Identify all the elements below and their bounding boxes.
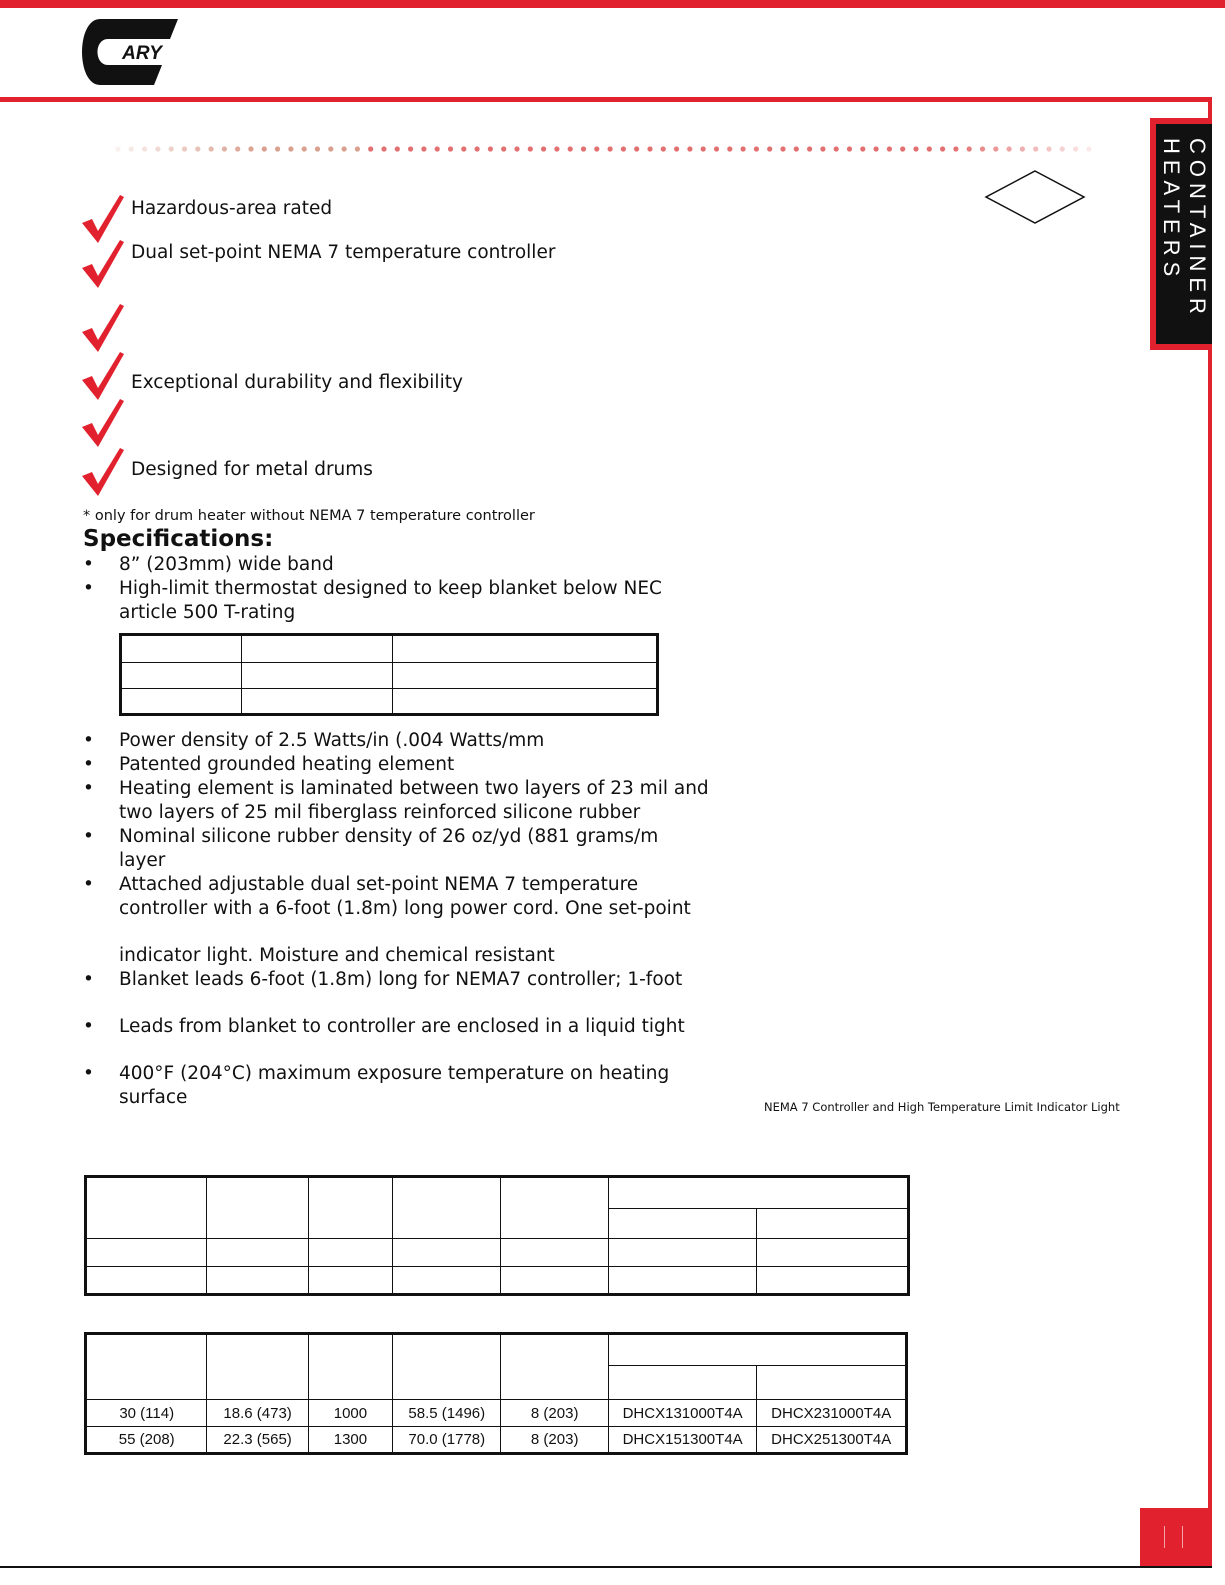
divider-dot <box>887 146 892 151</box>
divider-dot <box>248 146 253 151</box>
table-cell: DHCX251300T4A <box>757 1427 907 1454</box>
table-row <box>86 1427 907 1454</box>
spec-text: two layers of 25 mil fiberglass reinforced silicone rubber <box>119 802 641 823</box>
divider-dot <box>741 146 746 151</box>
table-row <box>121 663 658 689</box>
section-tab-label: CONTAINER HEATERS <box>1159 138 1210 320</box>
divider-dot <box>288 146 293 151</box>
spec-text: article 500 T-rating <box>119 602 296 623</box>
divider-dot <box>767 146 772 151</box>
table-cell: 8 (203) <box>501 1400 608 1427</box>
checkmark-icon <box>80 238 126 290</box>
checkmark-icon <box>80 446 126 498</box>
table-header-cell <box>86 1177 207 1239</box>
table-cell <box>121 663 242 689</box>
divider-dot <box>594 146 599 151</box>
divider-dot <box>1033 146 1038 151</box>
table-cell <box>757 1239 909 1267</box>
divider-dot <box>315 146 320 151</box>
divider-dot <box>568 146 573 151</box>
spec-text: Patented grounded heating element <box>119 754 455 775</box>
table-header-row <box>86 1334 907 1366</box>
table-header-cell <box>393 1334 501 1400</box>
feature-item: Hazardous-area rated <box>131 198 333 219</box>
divider-dot <box>275 146 280 151</box>
divider-dot <box>794 146 799 151</box>
spec-text: 400°F (204°C) maximum exposure temperature on heating <box>119 1063 670 1084</box>
table-cell <box>608 1267 757 1295</box>
page-mark <box>1164 1526 1165 1548</box>
table-row <box>86 1267 909 1295</box>
divider-dot <box>435 146 440 151</box>
table-cell <box>501 1267 608 1295</box>
page-number-box <box>1140 1508 1208 1566</box>
divider-dot <box>195 146 200 151</box>
table-cell <box>608 1239 757 1267</box>
divider-dot <box>621 146 626 151</box>
checkmark-icon <box>80 397 126 449</box>
divider-dot <box>395 146 400 151</box>
divider-dot <box>155 146 160 151</box>
divider-dot <box>714 146 719 151</box>
divider-dot <box>501 146 506 151</box>
divider-dot <box>900 146 905 151</box>
logo-text: ARY <box>122 43 162 64</box>
table-cell <box>393 1267 501 1295</box>
table-cell <box>392 689 658 715</box>
bullet-icon: • <box>83 730 94 751</box>
divider-dot <box>169 146 174 151</box>
divider-dot <box>661 146 666 151</box>
empty-product-table <box>84 1175 910 1296</box>
divider-dot <box>847 146 852 151</box>
divider-dot <box>355 146 360 151</box>
bullet-icon: • <box>83 1016 94 1037</box>
divider-dot <box>634 146 639 151</box>
divider-dot <box>820 146 825 151</box>
divider-dot <box>235 146 240 151</box>
spec-text: indicator light. Moisture and chemical resistant <box>119 945 555 966</box>
divider-dot <box>342 146 347 151</box>
divider-dot <box>328 146 333 151</box>
divider-dot <box>182 146 187 151</box>
table-header-row <box>86 1177 909 1209</box>
divider-dot <box>754 146 759 151</box>
divider-dot <box>408 146 413 151</box>
table-cell <box>392 635 658 663</box>
table-header-cell <box>308 1334 392 1400</box>
table-row <box>121 635 658 663</box>
specifications-heading: Specifications: <box>83 526 274 552</box>
checkmark-icon <box>80 302 126 354</box>
divider-dot <box>1046 146 1051 151</box>
table-header-cell <box>86 1334 207 1400</box>
header-rule <box>0 97 1212 102</box>
footnote: * only for drum heater without NEMA 7 temperature controller <box>83 508 535 524</box>
divider-dot <box>421 146 426 151</box>
feature-item: Designed for metal drums <box>131 459 373 480</box>
bullet-icon: • <box>83 874 94 895</box>
table-header-cell <box>393 1177 501 1239</box>
table-header-cell <box>501 1177 608 1239</box>
table-cell <box>308 1267 392 1295</box>
divider-dot <box>368 146 373 151</box>
spec-text: Power density of 2.5 Watts/in (.004 Watts/mm <box>119 730 545 751</box>
table-header-cell <box>608 1209 757 1239</box>
table-cell <box>241 689 392 715</box>
divider-dot <box>953 146 958 151</box>
section-tab <box>1150 118 1212 350</box>
divider-dot <box>488 146 493 151</box>
section-tab-panel <box>1156 124 1212 344</box>
divider-dot <box>967 146 972 151</box>
table-cell: DHCX151300T4A <box>608 1427 757 1454</box>
divider-dot <box>1060 146 1065 151</box>
divider-dot <box>129 146 134 151</box>
divider-dot <box>115 146 120 151</box>
table-row <box>86 1239 909 1267</box>
divider-dot <box>993 146 998 151</box>
bottom-rule <box>0 1566 1212 1568</box>
divider-dot <box>860 146 865 151</box>
divider-dot <box>475 146 480 151</box>
divider-dot <box>528 146 533 151</box>
spec-text: High-limit thermostat designed to keep blanket below NEC <box>119 578 662 599</box>
table-cell <box>393 1239 501 1267</box>
page-mark <box>1182 1526 1183 1548</box>
feature-item: Dual set-point NEMA 7 temperature controller <box>131 242 556 263</box>
table-header-cell <box>608 1177 908 1209</box>
bullet-icon: • <box>83 969 94 990</box>
divider-dot <box>381 146 386 151</box>
divider-dot <box>461 146 466 151</box>
spec-text: controller with a 6-foot (1.8m) long power cord. One set-point <box>119 898 691 919</box>
checkmark-icon <box>80 350 126 402</box>
table-cell <box>121 689 242 715</box>
divider-dot <box>222 146 227 151</box>
table-row <box>86 1400 907 1427</box>
product-table <box>84 1332 908 1455</box>
divider-dot <box>581 146 586 151</box>
divider-dot <box>874 146 879 151</box>
spec-text: Nominal silicone rubber density of 26 oz/yd (881 grams/m <box>119 826 659 847</box>
table-cell <box>207 1267 308 1295</box>
divider-dot <box>514 146 519 151</box>
table-cell: 8 (203) <box>501 1427 608 1454</box>
bullet-icon: • <box>83 554 94 575</box>
table-cell: 30 (114) <box>86 1400 207 1427</box>
table-header-cell <box>308 1177 392 1239</box>
table-cell <box>757 1267 909 1295</box>
table-cell <box>121 635 242 663</box>
brand-logo <box>82 19 178 85</box>
table-header-cell <box>207 1334 308 1400</box>
spec-text: Attached adjustable dual set-point NEMA 7 temperature <box>119 874 639 895</box>
divider-dot <box>687 146 692 151</box>
bullet-icon: • <box>83 778 94 799</box>
bullet-icon: • <box>83 578 94 599</box>
divider-dot <box>834 146 839 151</box>
spec-text: surface <box>119 1087 188 1108</box>
table-cell: 58.5 (1496) <box>393 1400 501 1427</box>
bullet-icon: • <box>83 754 94 775</box>
divider-dot <box>647 146 652 151</box>
table-cell: 22.3 (565) <box>207 1427 308 1454</box>
table-cell: DHCX231000T4A <box>757 1400 907 1427</box>
divider-dot <box>302 146 307 151</box>
table-header-cell <box>608 1334 906 1366</box>
table-cell: 1300 <box>308 1427 392 1454</box>
divider-dot <box>1007 146 1012 151</box>
divider-dot <box>608 146 613 151</box>
spec-text: 8” (203mm) wide band <box>119 554 334 575</box>
bullet-icon: • <box>83 1063 94 1084</box>
table-cell: 1000 <box>308 1400 392 1427</box>
table-header-cell <box>757 1209 909 1239</box>
dotted-divider <box>112 144 1102 154</box>
table-cell <box>392 663 658 689</box>
divider-dot <box>1073 146 1078 151</box>
table-header-cell <box>501 1334 608 1400</box>
bullet-icon: • <box>83 826 94 847</box>
spec-text: Heating element is laminated between two layers of 23 mil and <box>119 778 709 799</box>
spec-text: layer <box>119 850 166 871</box>
divider-dot <box>448 146 453 151</box>
table-cell <box>308 1239 392 1267</box>
divider-dot <box>927 146 932 151</box>
table-cell <box>241 635 392 663</box>
table-cell <box>241 663 392 689</box>
table-header-cell <box>608 1366 757 1400</box>
feature-item: Exceptional durability and flexibility <box>131 372 463 393</box>
divider-dot <box>780 146 785 151</box>
table-cell: 70.0 (1778) <box>393 1427 501 1454</box>
table-cell <box>207 1239 308 1267</box>
image-caption: NEMA 7 Controller and High Temperature Limit Indicator Light <box>764 1100 1120 1114</box>
spec-text: Blanket leads 6-foot (1.8m) long for NEMA7 controller; 1-foot <box>119 969 683 990</box>
table-cell: DHCX131000T4A <box>608 1400 757 1427</box>
table-cell <box>86 1239 207 1267</box>
table-cell: 55 (208) <box>86 1427 207 1454</box>
table-cell <box>86 1267 207 1295</box>
divider-dot <box>940 146 945 151</box>
divider-dot <box>913 146 918 151</box>
divider-dot <box>262 146 267 151</box>
divider-dot <box>142 146 147 151</box>
top-border <box>0 0 1225 8</box>
divider-dot <box>727 146 732 151</box>
divider-dot <box>541 146 546 151</box>
divider-dot <box>980 146 985 151</box>
t-rating-table <box>119 633 659 716</box>
diamond-outline-icon <box>984 170 1086 224</box>
divider-dot <box>674 146 679 151</box>
table-header-cell <box>207 1177 308 1239</box>
divider-dot <box>209 146 214 151</box>
divider-dot <box>701 146 706 151</box>
divider-dot <box>807 146 812 151</box>
divider-dot <box>1020 146 1025 151</box>
spec-text: Leads from blanket to controller are enclosed in a liquid tight <box>119 1016 685 1037</box>
table-cell <box>501 1239 608 1267</box>
divider-dot <box>1086 146 1091 151</box>
table-row <box>121 689 658 715</box>
table-cell: 18.6 (473) <box>207 1400 308 1427</box>
divider-dot <box>554 146 559 151</box>
table-header-cell <box>757 1366 907 1400</box>
